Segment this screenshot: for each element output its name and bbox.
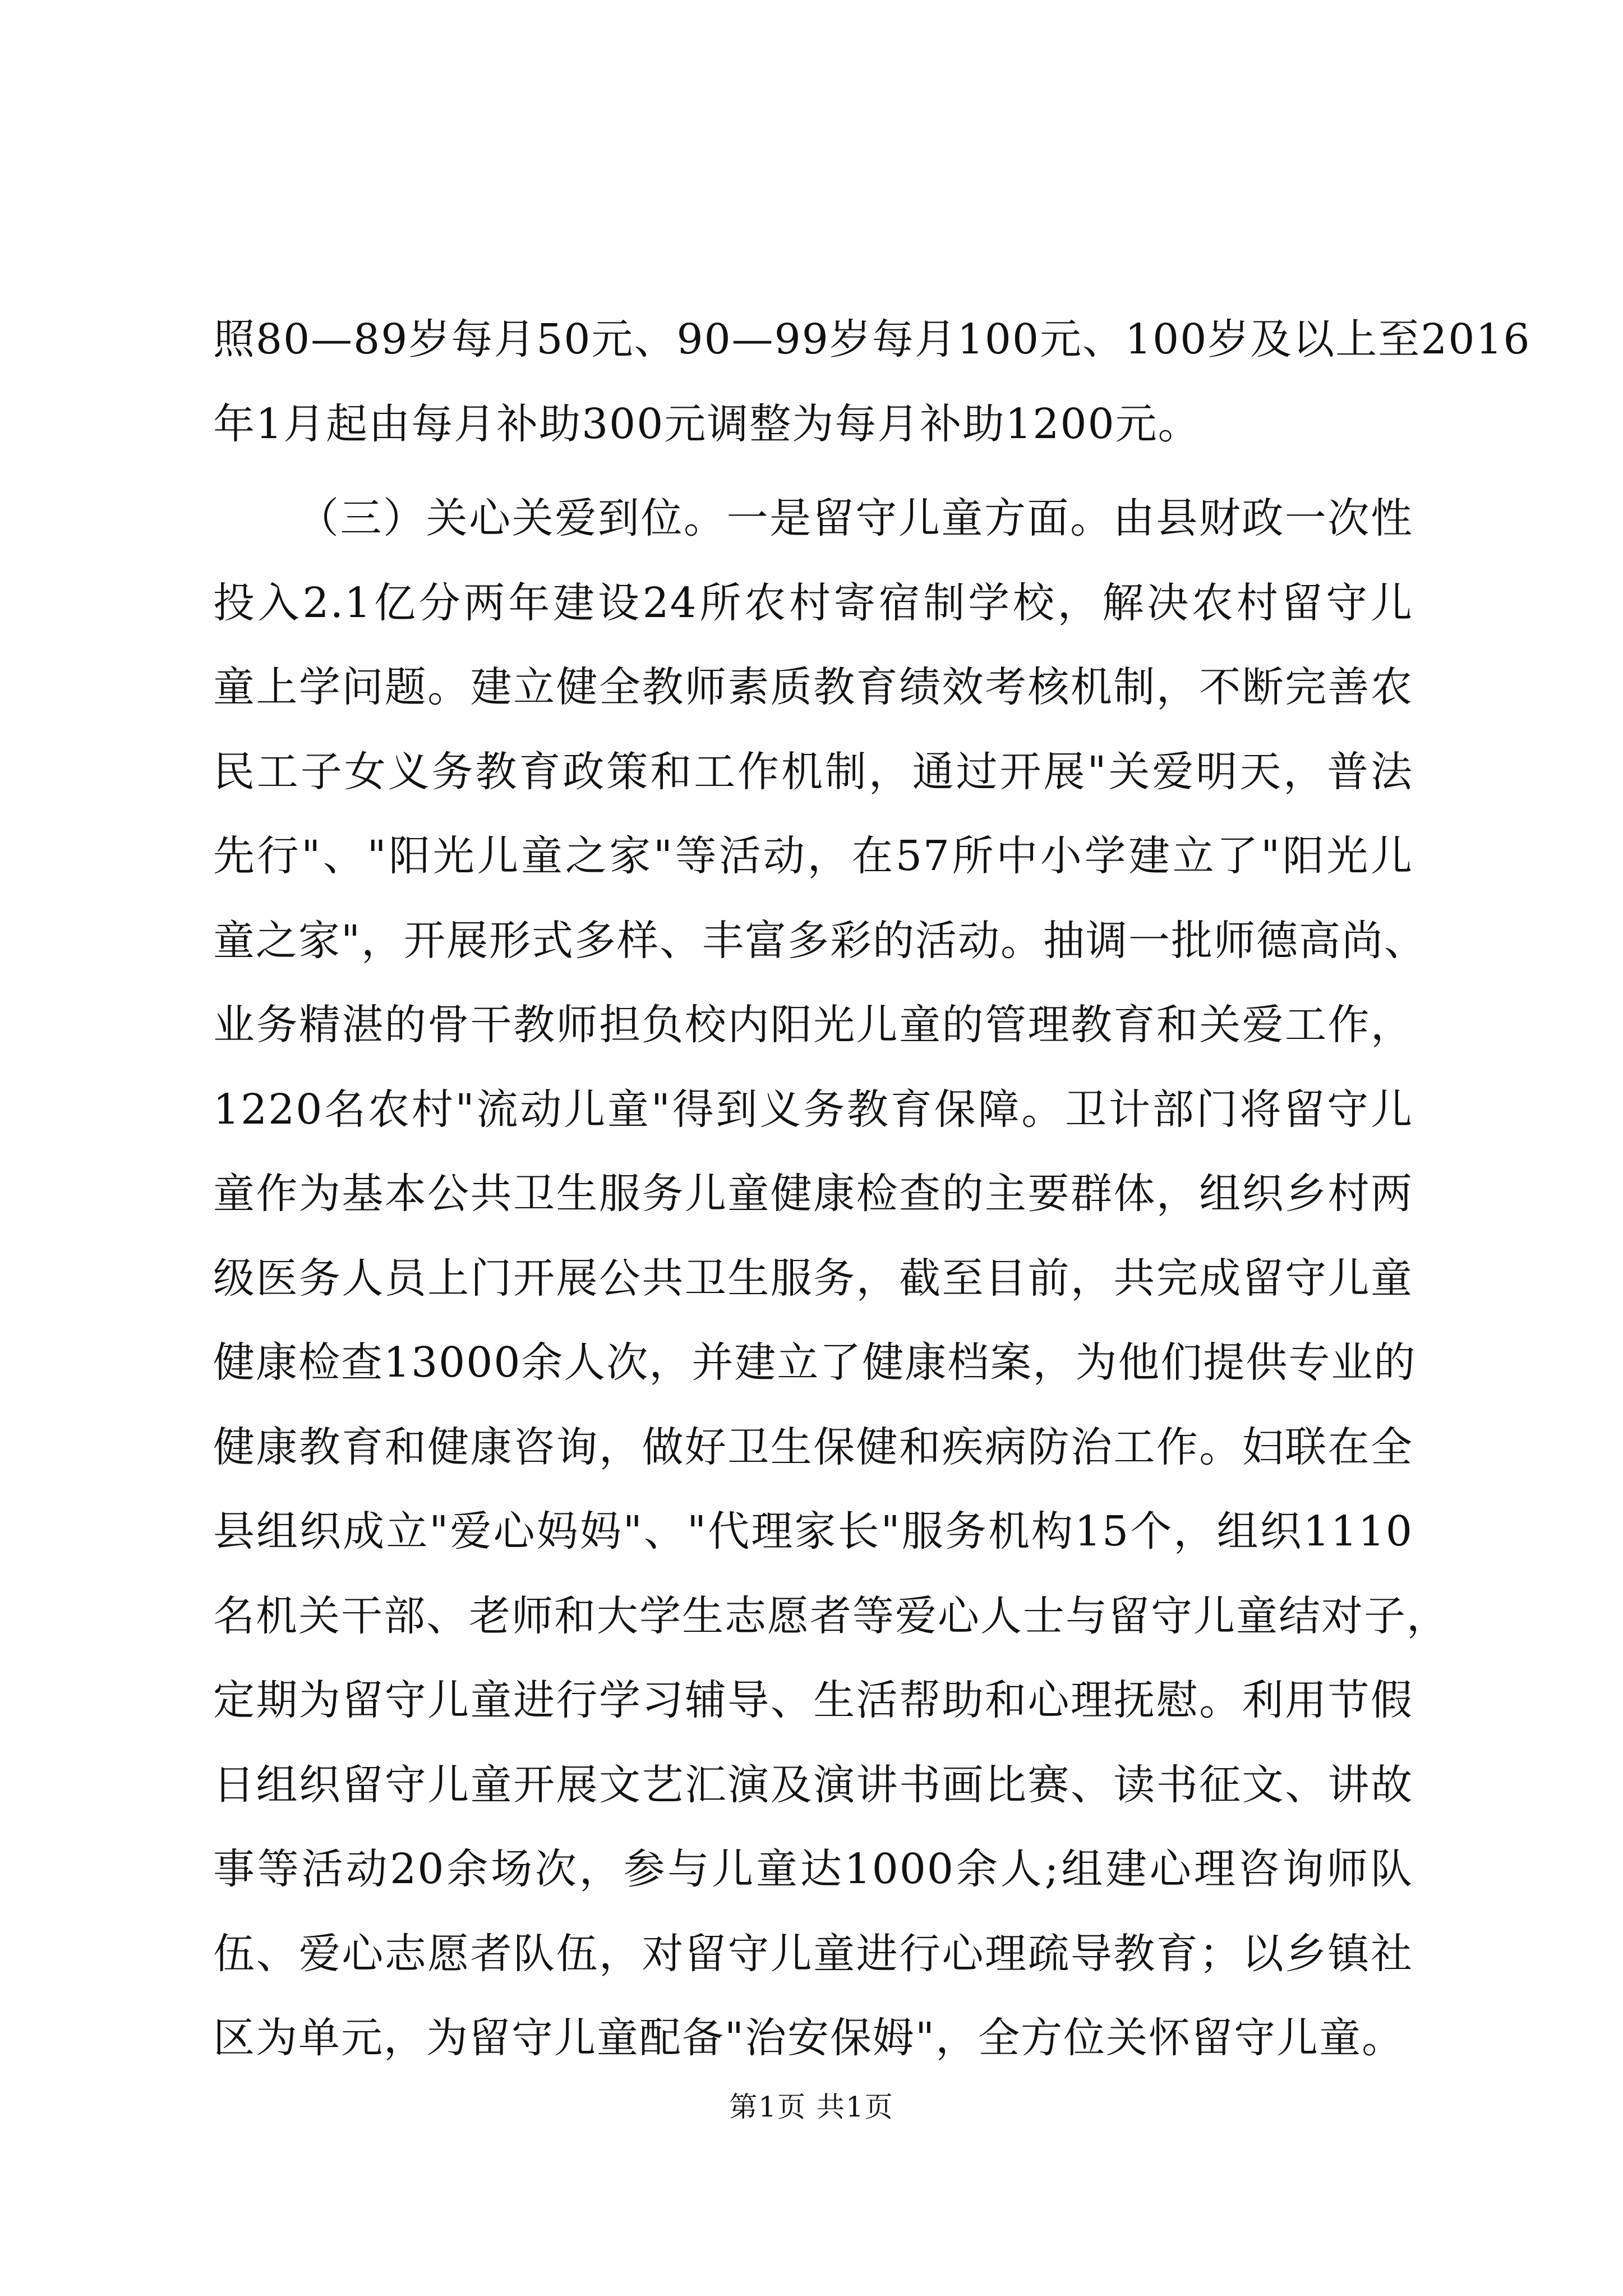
page-footer: 第1页 共1页 [729,2091,894,2123]
text-line: 民工子女义务教育政策和工作机制，通过开展"关爱明天，普法 [213,747,1413,796]
paragraph-2 [213,476,1449,2081]
text-line: 童上学问题。建立健全教师素质教育绩效考核机制，不断完善农 [213,663,1413,711]
text-line: （三）关心关爱到位。一是留守儿童方面。由县财政一次性 [297,494,1413,542]
text-line: 先行"、"阳光儿童之家"等活动，在57所中小学建立了"阳光儿 [213,832,1413,880]
text-line: 1220名农村"流动儿童"得到义务教育保障。卫计部门将留守儿 [213,1085,1413,1134]
text-line: 健康检查13000余人次，并建立了健康档案，为他们提供专业的 [213,1338,1417,1387]
paragraph-1 [213,297,1531,466]
text-line: 区为单元，为留守儿童配备"治安保姆"，全方位关怀留守儿童。 [213,2014,1405,2062]
text-line: 照80—89岁每月50元、90—99岁每月100元、100岁及以上至2016 [213,315,1531,364]
document-body [213,297,1531,2081]
text-line: 童作为基本公共卫生服务儿童健康检查的主要群体，组织乡村两 [213,1170,1413,1218]
text-line: 投入2.1亿分两年建设24所农村寄宿制学校，解决农村留守儿 [213,578,1413,627]
text-line: 日组织留守儿童开展文艺汇演及演讲书画比赛、读书征文、讲故 [213,1760,1413,1809]
text-line: 定期为留守儿童进行学习辅导、生活帮助和心理抚慰。利用节假 [213,1676,1413,1724]
text-line: 年1月起由每月补助300元调整为每月补助1200元。 [213,399,1201,448]
text-line: 事等活动20余场次，参与儿童达1000余人;组建心理咨询师队 [213,1845,1413,1893]
text-line: 业务精湛的骨干教师担负校内阳光儿童的管理教育和关爱工作， [213,1001,1413,1049]
paragraph-gap [213,466,1413,476]
text-line: 健康教育和健康咨询，做好卫生保健和疾病防治工作。妇联在全 [213,1423,1413,1471]
text-line: 伍、爱心志愿者队伍，对留守儿童进行心理疏导教育；以乡镇社 [213,1929,1413,1978]
text-line: 级医务人员上门开展公共卫生服务，截至目前，共完成留守儿童 [213,1254,1413,1303]
text-line: 县组织成立"爱心妈妈"、"代理家长"服务机构15个，组织1110 [213,1507,1413,1556]
text-line: 童之家"，开展形式多样、丰富多彩的活动。抽调一批师德高尚、 [213,916,1427,965]
text-line: 名机关干部、老师和大学生志愿者等爱心人士与留守儿童结对子， [213,1591,1449,1640]
